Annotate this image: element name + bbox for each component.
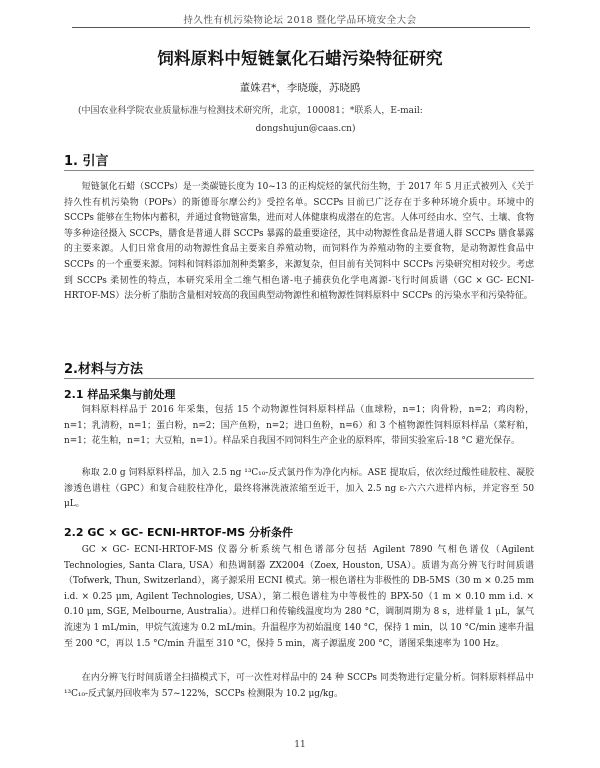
intro-heading: 1. 引言 <box>64 154 109 169</box>
affiliation <box>78 102 533 138</box>
page-number: 11 <box>294 740 306 750</box>
intro-rule <box>64 170 534 171</box>
running-head: 持久性有机污染物论坛 2018 暨化学品环境安全大会 <box>183 15 417 26</box>
methods-rule <box>64 378 534 379</box>
subsection-2-2-para1: GC × GC- ECNI-HRTOF-MS 仪器分析系统气相色谱部分包括 Agilent 7890 气相色谱仪（Agilent Technologies, Santa Clara, USA）和热调制器 ZX2004（Zoex, Houston, USA）。质谱为高分辨飞行时间质谱（Tofwerk, Thun, Switzerland），离子源采用 ECNI 模式。第一根色谱柱为非极性的 DB-5MS（30 m × 0.25 mm i.d. × 0.25 μm, Agilent Technologies, USA），第二根色谱柱为中等极性的 BPX-50（1 m × 0.10 mm i.d. × 0.10 μm, SGE, Melbourne, Australia）。进样口和传输线温度均为 280 °C，调制周期为 8 s，进样量 1 μL，氯气流速为 1 mL/min，甲烷气流速为 0.2 mL/min。升温程序为初始温度 140 °C，保持 1 min，以 10 °C/min 速率升温至 200 °C，再以 1.5 °C/min 升温至 310 °C，保持 5 min，离子源温度 200 °C，谱图采集速率为 100 Hz。 <box>64 545 534 649</box>
affiliation-line1: (中国农业科学院农业质量标准与检测技术研究所，北京，100081；*联系人，E-mail: <box>78 106 423 116</box>
subsection-2-2-para2: 在内分辨飞行时间质谱全扫描模式下，可一次性对样品中的 24 种 SCCPs 同类物进行定量分析。饲料原料样品中 ¹³C₁₀-反式氯丹回收率为 57~122%，SCCPs 检测限为 10.2 μg/kg。 <box>64 673 534 699</box>
header-rule <box>72 27 530 28</box>
subsection-2-1-para2: 称取 2.0 g 饲料原料样品，加入 2.5 ng ¹³C₁₀-反式氯丹作为净化内标。ASE 提取后，依次经过酸性硅胶柱、凝胶渗透色谱柱（GPC）和复合硅胶柱净化，最终将淋洗液浓缩至近干，加入 2.5 ng ε-六六六进样内标，并定容至 50 μL。 <box>64 468 534 510</box>
subsection-2-1-para1: 饲料原料样品于 2016 年采集，包括 15 个动物源性饲料原料样品（血球粉，n=1；肉骨粉，n=2；鸡肉粉，n=1；乳清粉，n=1；蛋白粉，n=2；国产鱼粉，n=2；进口鱼粉，n=6）和 3 个植物源性饲料原料样品（菜籽粕，n=1；花生粕，n=1；大豆粕，n=1）。样品采自我国不同饲料生产企业的原料库，带回实验室后-18 °C 避光保存。 <box>64 405 534 447</box>
subsection-2-1-heading: 2.1 样品采集与前处理 <box>64 388 176 401</box>
paper-title: 饲料原料中短链氯化石蜡污染特征研究 <box>157 49 443 68</box>
authors: 董姝君*，李晓璇，苏晓鸥 <box>239 82 361 94</box>
affiliation-email: dongshujun@caas.cn) <box>255 124 356 134</box>
methods-heading: 2.材料与方法 <box>64 362 143 377</box>
subsection-2-2-heading: 2.2 GC × GC- ECNI-HRTOF-MS 分析条件 <box>64 526 293 539</box>
intro-paragraph: 短链氯化石蜡（SCCPs）是一类碳链长度为 10~13 的正构烷烃的氯代衍生物，于 2017 年 5 月正式被列入《关于持久性有机污染物（POPs）的斯德哥尔摩公约》受控名单。SCCPs 目前已广泛存在于多种环境介质中。环境中的 SCCPs 能够在生物体内蓄积，并通过食物链富集，进而对人体健康构成潜在的危害。人体可经由水、空气、土壤、食物等多种途径摄入 SCCPs，膳食是普通人群 SCCPs 暴露的最重要途径，其中动物源性食品是普通人群 SCCPs 膳食暴露的主要来源。人们日常食用的动物源性食品主要来自养殖动物，而饲料作为养殖动物的主要食物，是动物源性食品中 SCCPs 的一个重要来源。饲料和饲料添加剂种类繁多，来源复杂，但目前有关饲料中 SCCPs 污染研究相对较少。考虑到 SCCPs 柔韧性的特点，本研究采用全二维气相色谱-电子捕获负化学电离源-飞行时间质谱（GC × GC- ECNI-HRTOF-MS）法分析了脂肪含量相对较高的我国典型动物源性和植物源性饲料原料中 SCCPs 的污染水平和污染特征。 <box>64 182 534 302</box>
